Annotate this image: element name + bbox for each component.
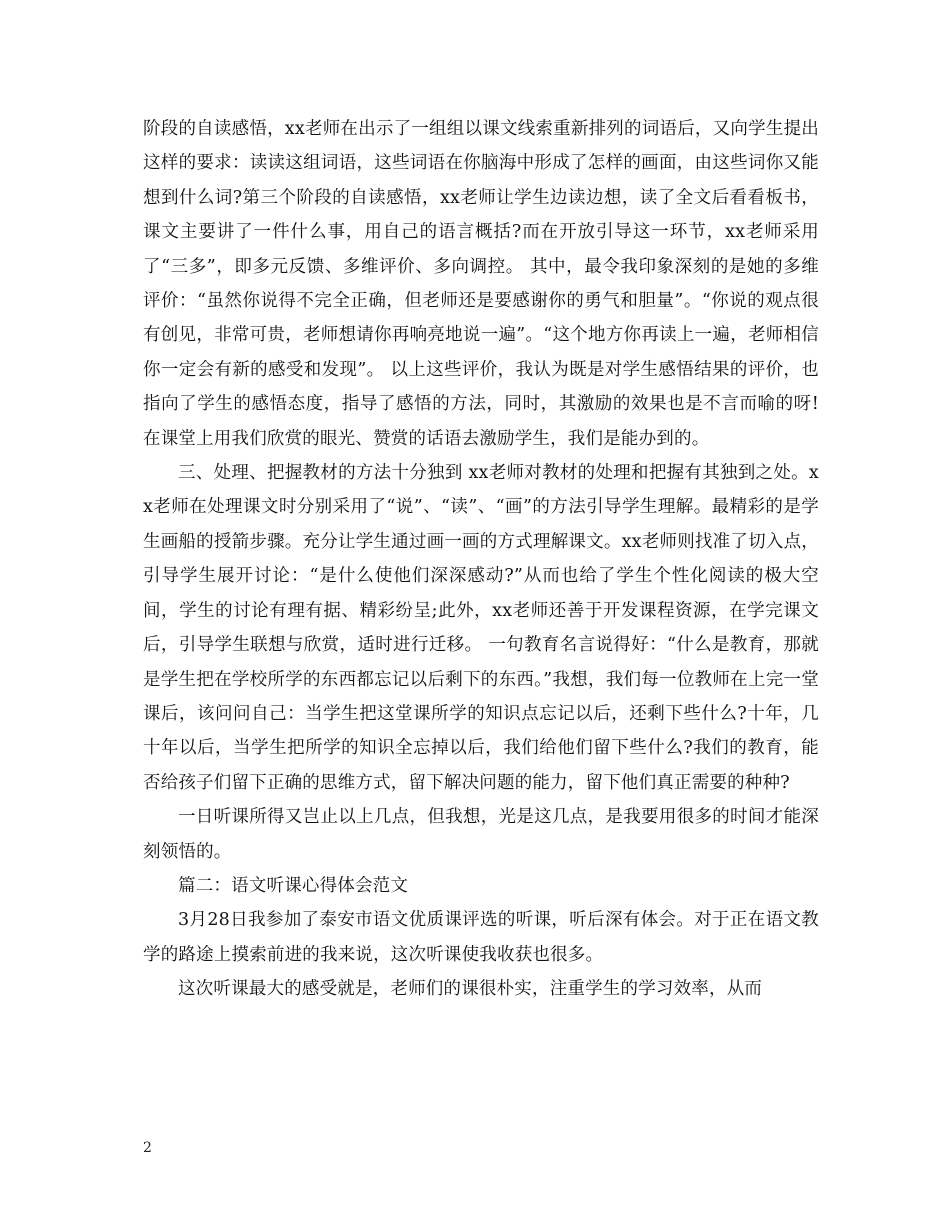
page-body — [143, 112, 819, 1007]
paragraph-3: 一日听课所得又岂止以上几点，但我想，光是这几点，是我要用很多的时间才能深刻领悟的。 — [143, 807, 819, 862]
paragraph-2: 三、处理、把握教材的方法十分独到 xx老师对教材的处理和把握有其独到之处。xx老师在处理课文时分别采用了“说”、“读”、“画”的方法引导学生理解。最精彩的是学生画船的授箭步骤。充分让学生通过画一画的方式理解课文。xx老师则找准了切入点，引导学生展开讨论：“是什么使他们深深感动?”从而也给了学生个性化阅读的极大空间，学生的讨论有理有据、精彩纷呈;此外，xx老师还善于开发课程资源，在学完课文后，引导学生联想与欣赏，适时进行迁移。 一句教育名言说得好：“什么是教育，那就是学生把在学校所学的东西都忘记以后剩下的东西。”我想，我们每一位教师在上完一堂课后，该问问自己：当学生把这堂课所学的知识点忘记以后，还剩下些什么?十年，几十年以后，当学生把所学的知识全忘掉以后，我们给他们留下些什么?我们的教育，能否给孩子们留下正确的思维方式，留下解决问题的能力，留下他们真正需要的种种? — [143, 463, 819, 793]
page-number: 2 — [143, 1140, 152, 1156]
section-heading: 篇二：语文听课心得体会范文 — [178, 875, 409, 896]
paragraph-4: 3月28日我参加了泰安市语文优质课评选的听课，听后深有体会。对于正在语文教学的路途上摸索前进的我来说，这次听课使我收获也很多。 — [143, 910, 819, 965]
paragraph-1: 阶段的自读感悟，xx老师在出示了一组组以课文线索重新排列的词语后，又向学生提出这样的要求：读读这组词语，这些词语在你脑海中形成了怎样的画面，由这些词你又能想到什么词?第三个阶段的自读感悟，xx老师让学生边读边想，读了全文后看看板书，课文主要讲了一件什么事，用自己的语言概括?而在开放引导这一环节，xx老师采用了“三多”，即多元反馈、多维评价、多向调控。 其中，最令我印象深刻的是她的多维评价：“虽然你说得不完全正确，但老师还是要感谢你的勇气和胆量”。“你说的观点很有创见，非常可贵，老师想请你再响亮地说一遍”。“这个地方你再读上一遍，老师相信你一定会有新的感受和发现”。 以上这些评价，我认为既是对学生感悟结果的评价，也指向了学生的感悟态度，指导了感悟的方法，同时，其激励的效果也是不言而喻的呀!在课堂上用我们欣赏的眼光、赞赏的话语去激励学生，我们是能办到的。 — [143, 119, 819, 449]
paragraph-5: 这次听课最大的感受就是，老师们的课很朴实，注重学生的学习效率，从而 — [178, 979, 763, 1000]
